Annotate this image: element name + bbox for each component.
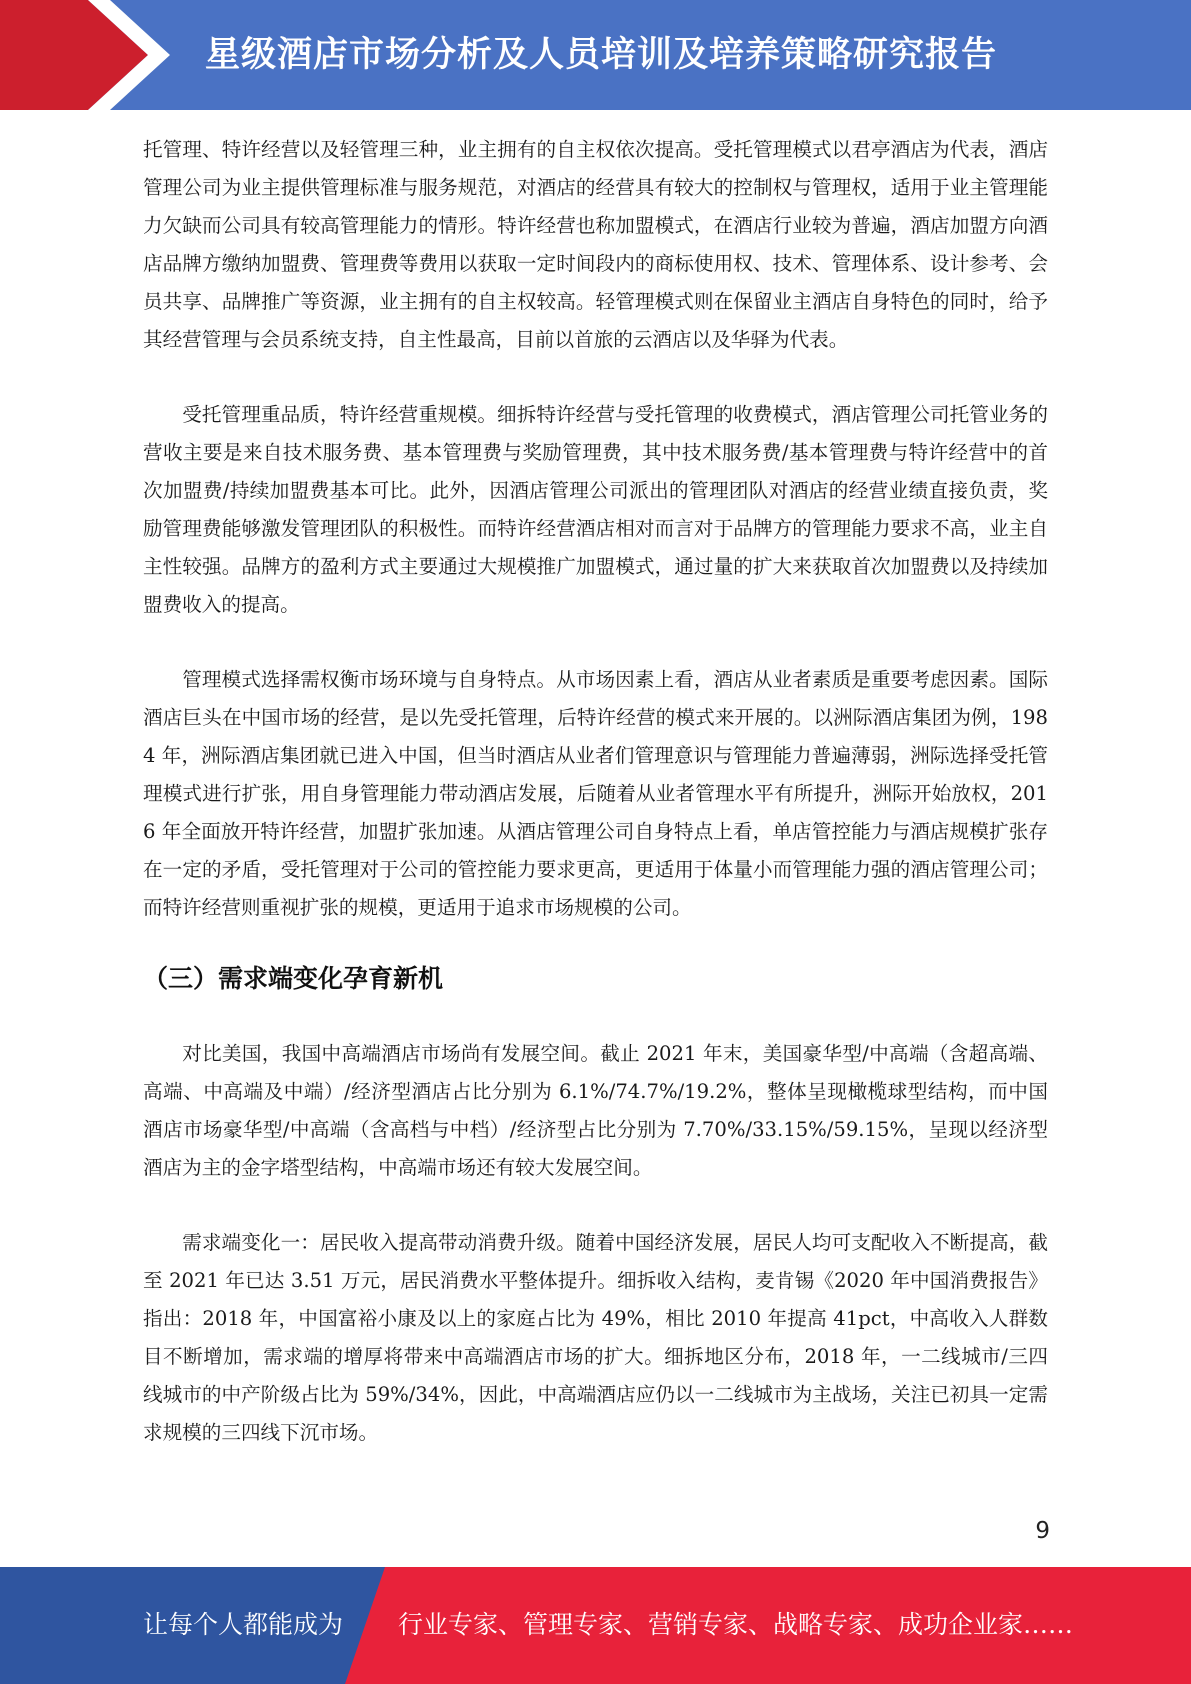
page-footer bbox=[0, 1567, 1191, 1684]
footer-slogan-right: 行业专家、管理专家、营销专家、战略专家、成功企业家…… bbox=[398, 1610, 1074, 1639]
paragraph-demand-change-one: 需求端变化一：居民收入提高带动消费升级。随着中国经济发展，居民人均可支配收入不断提高，截至 2021 年已达 3.51 万元，居民消费水平整体提升。细拆收入结构，麦肯锡《2020 年中国消费报告》指出：2018 年，中国富裕小康及以上的家庭占比为 49%，相比 2010 年提高 41pct，中高收入人群数目不断增加，需求端的增厚将带来中高端酒店市场的扩大。细拆地区分布，2018 年，一二线城市/三四线城市的中产阶级占比为 59%/34%，因此，中高端酒店应仍以一二线城市为主战场，关注已初具一定需求规模的三四线下沉市场。 bbox=[143, 1231, 1048, 1444]
page-header bbox=[0, 0, 1191, 110]
paragraph-us-comparison: 对比美国，我国中高端酒店市场尚有发展空间。截止 2021 年末，美国豪华型/中高端（含超高端、高端、中高端及中端）/经济型酒店占比分别为 6.1%/74.7%/19.2%，整体呈现橄榄球型结构，而中国酒店市场豪华型/中高端（含高档与中档）/经济型占比分别为 7.70%/33.15%/59.15%，呈现以经济型酒店为主的金字塔型结构，中高端市场还有较大发展空间。 bbox=[143, 1042, 1048, 1179]
page-number: 9 bbox=[1035, 1518, 1050, 1544]
paragraph-fee-models: 受托管理重品质，特许经营重规模。细拆特许经营与受托管理的收费模式，酒店管理公司托管业务的营收主要是来自技术服务费、基本管理费与奖励管理费，其中技术服务费/基本管理费与特许经营中的首次加盟费/持续加盟费基本可比。此外，因酒店管理公司派出的管理团队对酒店的经营业绩直接负责，奖励管理费能够激发管理团队的积极性。而特许经营酒店相对而言对于品牌方的管理能力要求不高，业主自主性较强。品牌方的盈利方式主要通过大规模推广加盟模式，通过量的扩大来获取首次加盟费以及持续加盟费收入的提高。 bbox=[143, 403, 1048, 616]
footer-slogan-left: 让每个人都能成为 bbox=[143, 1610, 344, 1639]
report-title: 星级酒店市场分析及人员培训及培养策略研究报告 bbox=[205, 35, 998, 75]
section-heading: （三）需求端变化孕育新机 bbox=[143, 964, 444, 993]
paragraph-management-models: 托管理、特许经营以及轻管理三种，业主拥有的自主权依次提高。受托管理模式以君亭酒店为代表，酒店管理公司为业主提供管理标准与服务规范，对酒店的经营具有较大的控制权与管理权，适用于业主管理能力欠缺而公司具有较高管理能力的情形。特许经营也称加盟模式，在酒店行业较为普遍，酒店加盟方向酒店品牌方缴纳加盟费、管理费等费用以获取一定时间段内的商标使用权、技术、管理体系、设计参考、会员共享、品牌推广等资源，业主拥有的自主权较高。轻管理模式则在保留业主酒店自身特色的同时，给予其经营管理与会员系统支持，自主性最高，目前以首旅的云酒店以及华驿为代表。 bbox=[143, 138, 1048, 351]
document-body bbox=[143, 131, 1048, 1489]
paragraph-model-selection: 管理模式选择需权衡市场环境与自身特点。从市场因素上看，酒店从业者素质是重要考虑因素。国际酒店巨头在中国市场的经营，是以先受托管理，后特许经营的模式来开展的。以洲际酒店集团为例，1984 年，洲际酒店集团就已进入中国，但当时酒店从业者们管理意识与管理能力普遍薄弱，洲际选择受托管理模式进行扩张，用自身管理能力带动酒店发展，后随着从业者管理水平有所提升，洲际开始放权，2016 年全面放开特许经营，加盟扩张加速。从酒店管理公司自身特点上看，单店管控能力与酒店规模扩张存在一定的矛盾，受托管理对于公司的管控能力要求更高，更适用于体量小而管理能力强的酒店管理公司；而特许经营则重视扩张的规模，更适用于追求市场规模的公司。 bbox=[143, 668, 1048, 919]
